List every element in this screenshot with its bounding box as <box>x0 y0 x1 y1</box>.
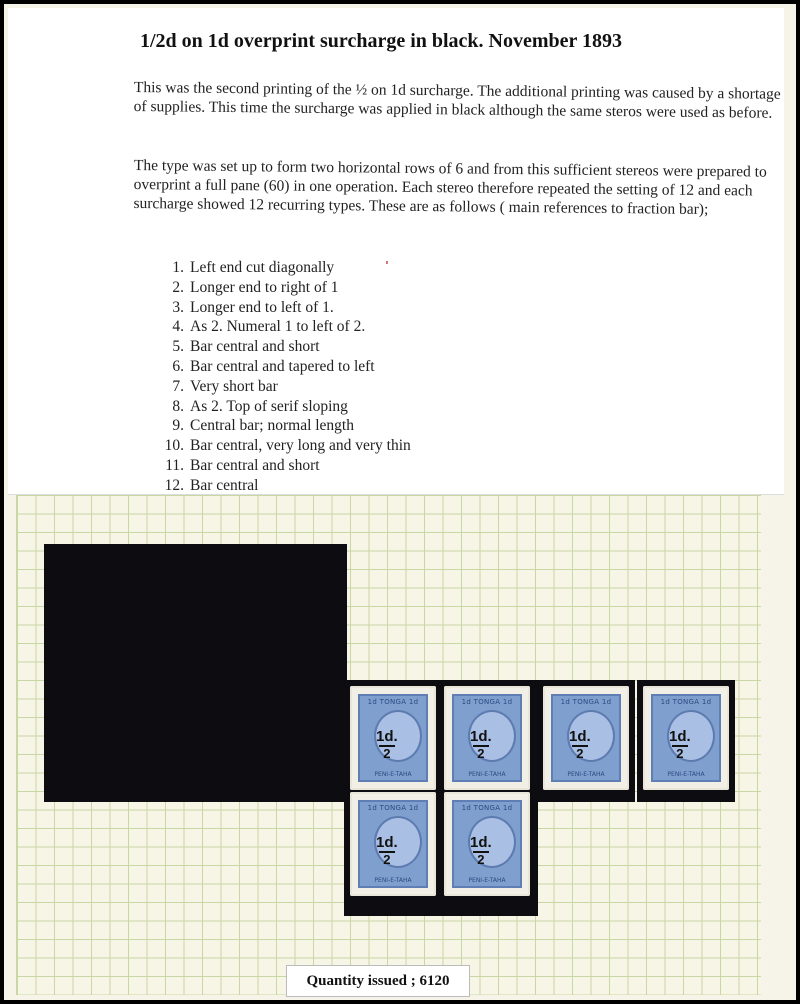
setting-paragraph: The type was set up to form two horizontal rows of 6 and from this sufficient stereos were prepared to overprint a full pane (60) in one operation. Each stereo therefore repeated the setting of 12 and each surcharge showed 12 recurring types. These are as follows ( main references to fraction bar); <box>133 156 767 219</box>
stamp: 1d TONGA 1d PENI-E-TAHA 1d. 2 <box>444 686 530 790</box>
album-page <box>4 4 796 1000</box>
types-list <box>158 258 411 496</box>
stamp: 1d TONGA 1d PENI-E-TAHA 1d. 2 <box>350 686 436 790</box>
list-item: 4. As 2. Numeral 1 to left of 2. <box>172 318 366 336</box>
intro-paragraph: This was the second printing of the ½ on 1d surcharge. The additional printing was caused by a shortage of supplies. This time the surcharge was applied in black although the same steros were used as before. <box>133 78 781 122</box>
block-of-four-mount <box>344 680 538 916</box>
list-item: 2. Longer end to right of 1 <box>172 278 339 296</box>
surcharge: 1d. 2 <box>470 728 492 761</box>
single-stamp-mount <box>537 680 635 802</box>
text-sheet <box>8 8 784 494</box>
surcharge: 1d. 2 <box>376 834 398 867</box>
black-mount-card <box>44 544 347 802</box>
surcharge: 1d. 2 <box>569 728 591 761</box>
list-item: 3. Longer end to left of 1. <box>172 298 334 316</box>
list-item: 1. Left end cut diagonally <box>172 259 335 276</box>
quantity-issued-label: Quantity issued ; 6120 <box>286 965 470 997</box>
surcharge: 1d. 2 <box>470 834 492 867</box>
list-item: 11. Bar central and short <box>165 456 320 474</box>
list-item: 12. Bar central <box>164 476 259 494</box>
stamp: 1d TONGA 1d PENI-E-TAHA 1d. 2 <box>350 792 436 896</box>
list-item: 10. Bar central, very long and very thin <box>164 437 411 455</box>
page-title: 1/2d on 1d overprint surcharge in black. November 1893 <box>140 30 623 52</box>
stamp: 1d TONGA 1d PENI-E-TAHA 1d. 2 <box>543 686 629 790</box>
list-item: 7. Very short bar <box>172 377 278 395</box>
stamp: 1d TONGA 1d PENI-E-TAHA 1d. 2 <box>643 686 729 790</box>
stamp: 1d TONGA 1d PENI-E-TAHA 1d. 2 <box>444 792 530 896</box>
list-item: 8. As 2. Top of serif sloping <box>172 397 348 415</box>
list-item: 9. Central bar; normal length <box>172 417 354 435</box>
single-stamp-mount <box>637 680 735 802</box>
list-item: 5. Bar central and short <box>172 338 320 356</box>
surcharge: 1d. 2 <box>669 728 691 761</box>
list-item: 6. Bar central and tapered to left <box>172 357 375 375</box>
surcharge: 1d. 2 <box>376 728 398 761</box>
